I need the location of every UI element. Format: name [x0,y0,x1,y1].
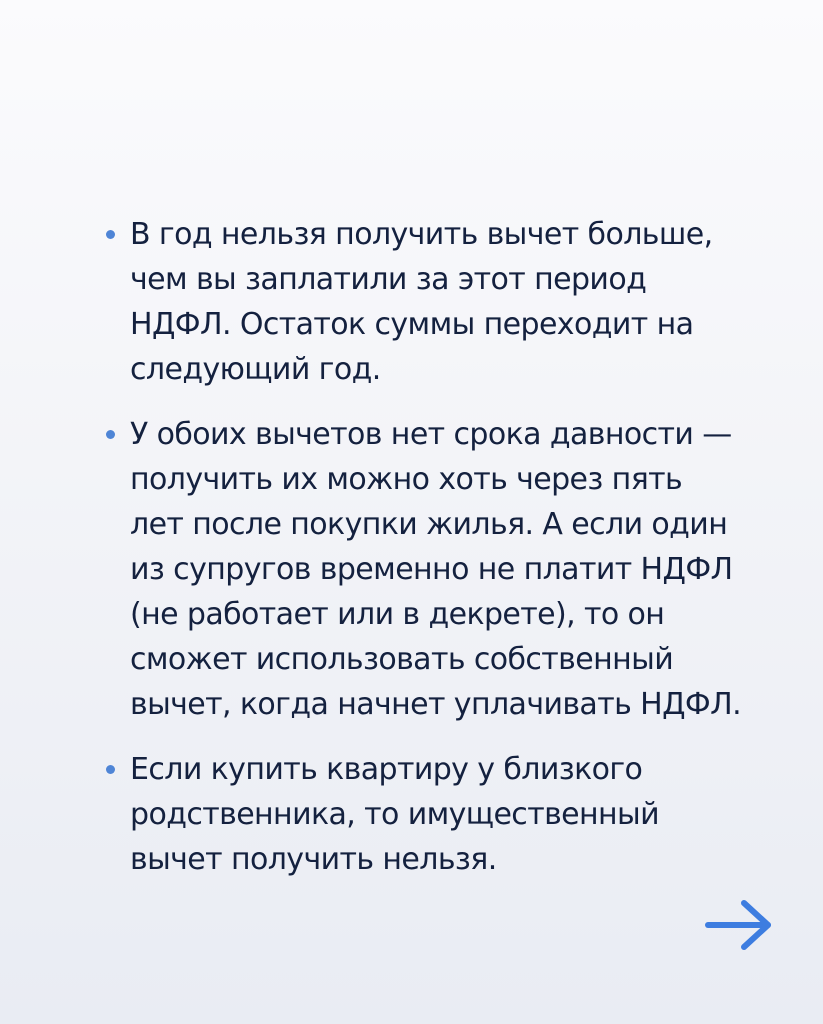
bullet-text: В год нельзя получить вычет больше, чем вы заплатили за этот период НДФЛ. Остаток суммы переходит на следующий год. [130,217,713,387]
bullet-list [106,212,806,902]
bullet-dot-icon [106,230,115,239]
arrow-right-icon[interactable] [704,899,774,951]
bullet-text: Если купить квартиру у близкого родственника, то имущественный вычет получить нельзя. [130,752,660,877]
list-item [106,212,806,392]
list-item [106,747,806,882]
bullet-dot-icon [106,430,115,439]
list-item [106,412,806,727]
bullet-dot-icon [106,765,115,774]
bullet-text: У обоих вычетов нет срока давности — получить их можно хоть через пять лет после покупки жилья. А если один из супругов временно не платит НДФЛ (не работает или в декрете), то он сможет использовать собственный вычет, когда начнет уплачивать НДФЛ. [130,417,742,722]
